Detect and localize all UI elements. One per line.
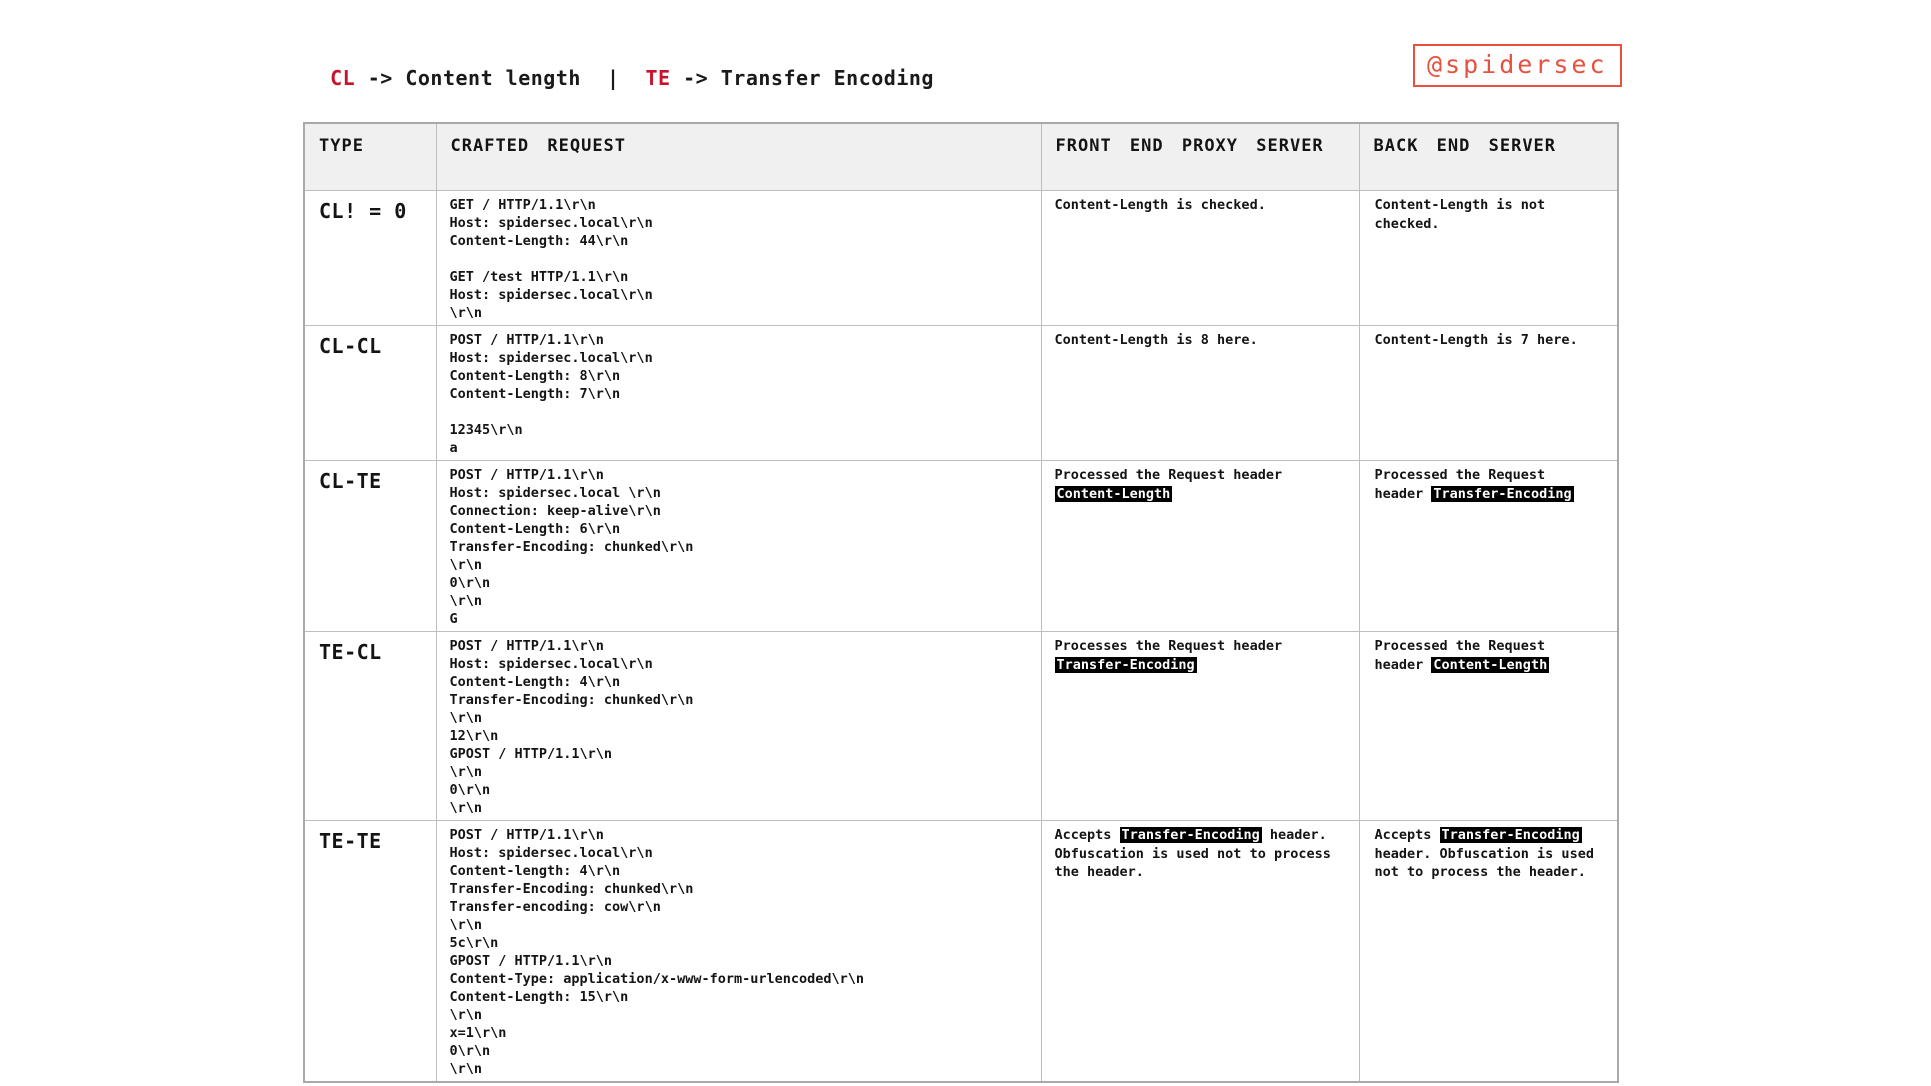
column-header-0: TYPE xyxy=(304,123,436,191)
legend-separator: | xyxy=(606,66,620,90)
legend xyxy=(305,42,934,90)
spidersec-badge: @spidersec xyxy=(1413,44,1622,87)
request-line: Content-Length: 6\r\n xyxy=(449,521,621,537)
request-line: Transfer-encoding: cow\r\n xyxy=(449,899,661,915)
column-header-3: BACK END SERVER xyxy=(1359,123,1618,191)
highlighted-header-name: Transfer-Encoding xyxy=(1121,827,1260,843)
request-line: Content-Length: 44\r\n xyxy=(449,233,629,249)
highlighted-header-name: Transfer-Encoding xyxy=(1441,827,1580,843)
request-line: Host: spidersec.local\r\n xyxy=(449,350,653,366)
note-text: Content-Length is checked. xyxy=(1054,197,1266,213)
legend-cl-text: -> Content length xyxy=(355,66,581,90)
table-row-te-te xyxy=(304,821,1618,1083)
request-line: \r\n xyxy=(449,593,483,609)
request-line: Content-Length: 4\r\n xyxy=(449,674,621,690)
request-line: Content-Length: 7\r\n xyxy=(449,386,621,402)
request-line: Host: spidersec.local\r\n xyxy=(449,287,653,303)
back-end-server-cell xyxy=(1359,461,1618,632)
request-line: 5c\r\n xyxy=(449,935,499,951)
note-text: Content-Length is not checked. xyxy=(1374,197,1546,232)
front-end-proxy-cell xyxy=(1041,191,1359,326)
column-header-2: FRONT END PROXY SERVER xyxy=(1041,123,1359,191)
request-line: \r\n xyxy=(449,917,483,933)
request-line: \r\n xyxy=(449,557,483,573)
highlighted-header-name: Content-Length xyxy=(1056,485,1171,502)
request-line: 12\r\n xyxy=(449,728,499,744)
request-line: \r\n xyxy=(449,764,483,780)
note-text: Accepts xyxy=(1374,827,1440,843)
request-line: 0\r\n xyxy=(449,575,491,591)
request-line: POST / HTTP/1.1\r\n xyxy=(449,332,604,348)
front-end-proxy-cell xyxy=(1041,821,1359,1083)
note-text: Content-Length is 7 here. xyxy=(1374,332,1578,348)
request-line: 0\r\n xyxy=(449,1043,491,1059)
request-line: \r\n xyxy=(449,710,483,726)
crafted-request-cell xyxy=(436,821,1041,1083)
request-line: Transfer-Encoding: chunked\r\n xyxy=(449,692,694,708)
crafted-request-cell xyxy=(436,191,1041,326)
table-header-row xyxy=(304,123,1618,191)
request-line: \r\n xyxy=(449,305,483,321)
table-row-cl-te xyxy=(304,461,1618,632)
type-cell: CL-TE xyxy=(304,461,436,632)
highlighted-header-name: Transfer-Encoding xyxy=(1433,485,1572,502)
crafted-request-cell xyxy=(436,632,1041,821)
request-line: Content-Length: 15\r\n xyxy=(449,989,629,1005)
smuggling-table xyxy=(303,122,1619,1083)
column-header-1: CRAFTED REQUEST xyxy=(436,123,1041,191)
back-end-server-cell xyxy=(1359,632,1618,821)
crafted-request-cell xyxy=(436,326,1041,461)
note-text: header. Obfuscation is used not to process the header. xyxy=(1374,845,1594,880)
note-text: Processed the Request header xyxy=(1374,467,1546,502)
request-line: GPOST / HTTP/1.1\r\n xyxy=(449,746,613,762)
back-end-server-cell xyxy=(1359,326,1618,461)
request-line: GET /test HTTP/1.1\r\n xyxy=(449,269,629,285)
request-line: Content-Length: 8\r\n xyxy=(449,368,621,384)
request-line: Host: spidersec.local\r\n xyxy=(449,845,653,861)
request-line: 0\r\n xyxy=(449,782,491,798)
request-line: Host: spidersec.local\r\n xyxy=(449,215,653,231)
note-text: Processed the Request header xyxy=(1374,638,1546,673)
highlighted-header-name: Content-Length xyxy=(1433,656,1548,673)
front-end-proxy-cell xyxy=(1041,632,1359,821)
table-body xyxy=(304,191,1618,1083)
request-line xyxy=(450,250,1029,268)
legend-te-abbr: TE xyxy=(645,66,671,90)
request-line: a xyxy=(449,440,458,456)
table-row-cl-0 xyxy=(304,191,1618,326)
request-line: Host: spidersec.local\r\n xyxy=(449,656,653,672)
back-end-server-cell xyxy=(1359,821,1618,1083)
crafted-request-cell xyxy=(436,461,1041,632)
note-text: Content-Length is 8 here. xyxy=(1054,332,1258,348)
legend-cl-abbr: CL xyxy=(330,66,356,90)
back-end-server-cell xyxy=(1359,191,1618,326)
request-line: GET / HTTP/1.1\r\n xyxy=(449,197,596,213)
table-row-te-cl xyxy=(304,632,1618,821)
front-end-proxy-cell xyxy=(1041,461,1359,632)
request-line: \r\n xyxy=(449,1061,483,1077)
type-cell: TE-TE xyxy=(304,821,436,1083)
request-line: GPOST / HTTP/1.1\r\n xyxy=(449,953,613,969)
type-cell: CL-CL xyxy=(304,326,436,461)
highlighted-header-name: Transfer-Encoding xyxy=(1056,656,1195,673)
request-line: POST / HTTP/1.1\r\n xyxy=(449,638,604,654)
request-line: x=1\r\n xyxy=(449,1025,507,1041)
request-line: Transfer-Encoding: chunked\r\n xyxy=(449,881,694,897)
request-line: Content-Type: application/x-www-form-urlencoded\r\n xyxy=(449,971,865,987)
request-line: Content-length: 4\r\n xyxy=(449,863,621,879)
note-text: header. Obfuscation is used not to process the header. xyxy=(1054,827,1331,880)
request-line: 12345\r\n xyxy=(449,422,523,438)
type-cell: CL! = 0 xyxy=(304,191,436,326)
request-line: \r\n xyxy=(449,800,483,816)
legend-te-text: -> Transfer Encoding xyxy=(670,66,934,90)
note-text: Processes the Request header xyxy=(1054,638,1283,654)
request-line: Connection: keep-alive\r\n xyxy=(449,503,661,519)
note-text: Processed the Request header xyxy=(1054,467,1283,483)
table-row-cl-cl xyxy=(304,326,1618,461)
type-cell: TE-CL xyxy=(304,632,436,821)
request-line: POST / HTTP/1.1\r\n xyxy=(449,827,604,843)
request-line: G xyxy=(449,611,458,627)
request-line: Host: spidersec.local \r\n xyxy=(449,485,661,501)
request-line: \r\n xyxy=(449,1007,483,1023)
request-line xyxy=(450,403,1029,421)
front-end-proxy-cell xyxy=(1041,326,1359,461)
note-text: Accepts xyxy=(1054,827,1120,843)
request-line: POST / HTTP/1.1\r\n xyxy=(449,467,604,483)
request-line: Transfer-Encoding: chunked\r\n xyxy=(449,539,694,555)
